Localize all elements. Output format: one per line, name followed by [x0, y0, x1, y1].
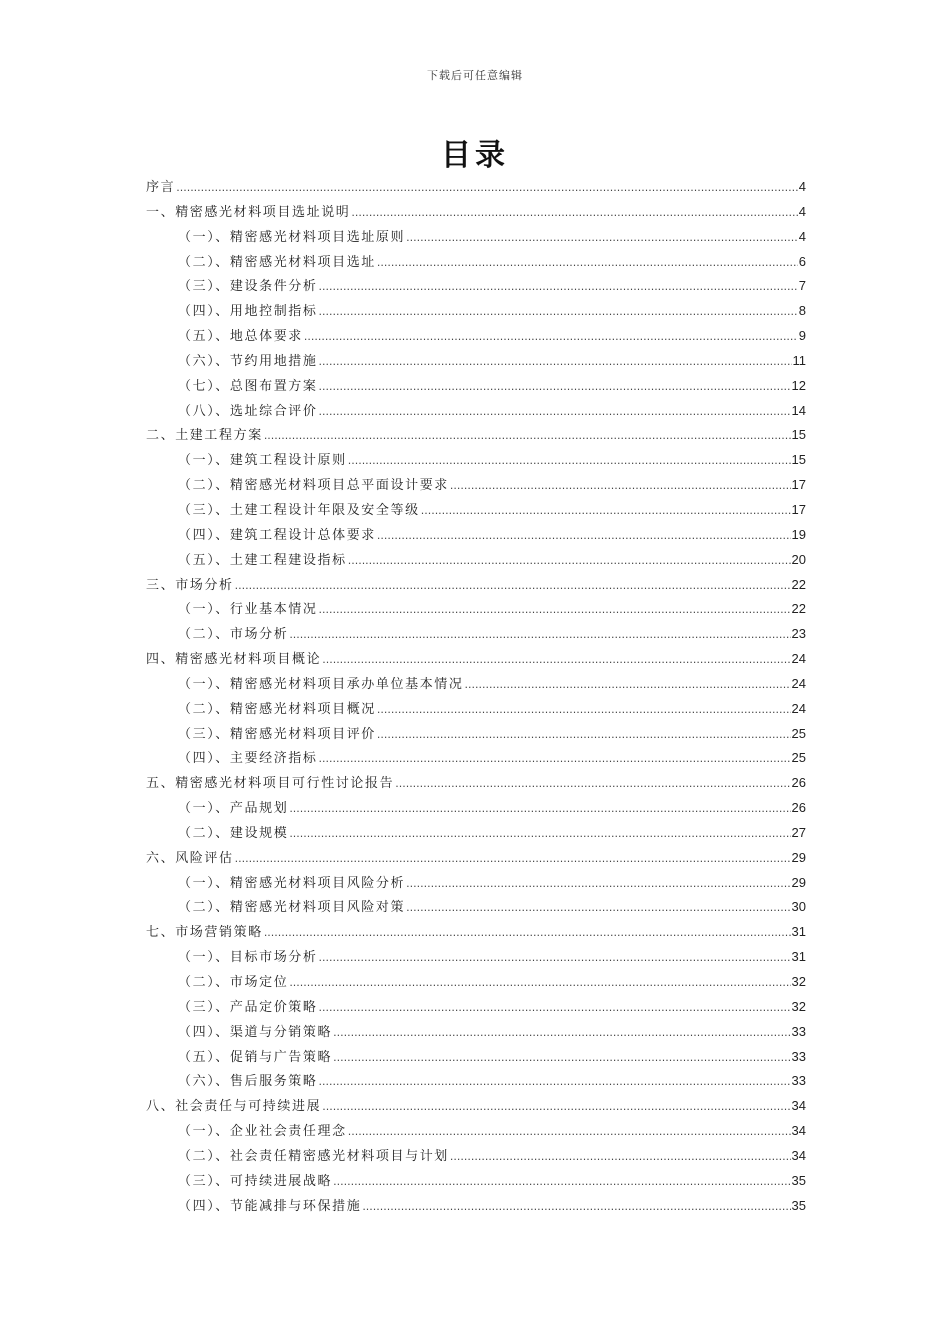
toc-entry-label: （五）、促销与广告策略	[178, 1049, 333, 1065]
toc-entry[interactable]	[146, 324, 806, 349]
toc-entry-page: 35	[791, 1172, 806, 1188]
toc-dot-leader	[322, 1095, 790, 1120]
toc-entry[interactable]	[146, 597, 806, 622]
toc-dot-leader	[406, 896, 790, 921]
toc-entry-page: 26	[791, 800, 806, 816]
toc-entry-label: （二）、社会责任精密感光材料项目与计划	[178, 1148, 449, 1164]
toc-entry-label: （六）、售后服务策略	[178, 1074, 318, 1090]
toc-dot-leader	[362, 1195, 790, 1220]
toc-entry-label: （一）、企业社会责任理念	[178, 1124, 347, 1140]
toc-dot-leader	[465, 673, 791, 698]
toc-entry-label: （二）、市场定位	[178, 975, 289, 990]
toc-entry[interactable]	[146, 796, 806, 821]
toc-dot-leader	[421, 499, 791, 524]
toc-entry-page: 22	[791, 576, 806, 592]
toc-dot-leader	[176, 176, 798, 201]
toc-entry-label: （四）、主要经济指标	[178, 751, 318, 767]
toc-entry-label: （四）、建筑工程设计总体要求	[178, 527, 376, 543]
toc-dot-leader	[395, 772, 790, 797]
toc-entry-page: 24	[791, 700, 806, 716]
toc-dot-leader	[319, 996, 791, 1021]
toc-entry-page: 15	[791, 452, 806, 468]
toc-entry[interactable]	[146, 374, 806, 399]
toc-entry[interactable]	[146, 573, 806, 598]
toc-entry-page: 27	[791, 824, 806, 840]
toc-entry-page: 22	[791, 601, 806, 617]
toc-entry-page: 30	[791, 899, 806, 915]
toc-dot-leader	[377, 698, 791, 723]
toc-title: 目录	[441, 138, 509, 173]
toc-dot-leader	[351, 201, 797, 226]
toc-entry[interactable]	[146, 622, 806, 647]
toc-entry[interactable]	[146, 200, 806, 225]
toc-entry-page: 25	[791, 725, 806, 741]
toc-entry[interactable]	[146, 771, 806, 796]
toc-dot-leader	[333, 1170, 790, 1195]
toc-entry-page: 4	[798, 203, 806, 219]
toc-entry[interactable]	[146, 697, 806, 722]
toc-entry-label: （三）、可持续进展战略	[178, 1173, 333, 1189]
toc-dot-leader	[348, 1120, 791, 1145]
toc-entry-page: 26	[791, 775, 806, 791]
toc-entry-label: 序言	[146, 180, 176, 195]
toc-entry-label: （三）、产品定价策略	[178, 999, 318, 1015]
toc-entry-label: 六、风险评估	[146, 850, 234, 866]
toc-entry-label: 二、土建工程方案	[146, 428, 263, 444]
toc-entry-page: 29	[791, 849, 806, 865]
toc-dot-leader	[319, 946, 791, 971]
toc-entry-page: 11	[792, 352, 806, 368]
toc-entry[interactable]	[146, 920, 806, 945]
toc-dot-leader	[264, 921, 791, 946]
toc-entry-page: 29	[791, 874, 806, 890]
toc-entry-label: （一）、精密感光材料项目风险分析	[178, 875, 406, 891]
toc-entry-page: 9	[798, 328, 806, 344]
toc-dot-leader	[319, 1070, 791, 1095]
toc-dot-leader	[289, 971, 790, 996]
toc-dot-leader	[406, 226, 798, 251]
toc-entry[interactable]	[146, 1144, 806, 1169]
toc-entry-page: 33	[791, 1023, 806, 1039]
toc-entry-label: 三、市场分析	[146, 577, 234, 593]
toc-entry-page: 6	[798, 253, 806, 269]
toc-entry-page: 17	[791, 477, 806, 493]
toc-entry-page: 19	[791, 526, 806, 542]
toc-entry-label: （一）、建筑工程设计原则	[178, 453, 347, 469]
toc-entry[interactable]	[146, 970, 806, 995]
toc-dot-leader	[450, 1145, 791, 1170]
table-of-contents	[146, 175, 806, 1218]
toc-entry-page: 25	[791, 750, 806, 766]
toc-entry[interactable]	[146, 498, 806, 523]
toc-entry-page: 32	[791, 974, 806, 989]
toc-entry-label: 四、精密感光材料项目概论	[146, 652, 322, 668]
toc-dot-leader	[348, 449, 791, 474]
toc-dot-leader	[333, 1021, 790, 1046]
toc-entry[interactable]	[146, 1045, 806, 1070]
toc-entry-page: 32	[791, 998, 806, 1014]
toc-entry[interactable]	[146, 1069, 806, 1094]
toc-entry[interactable]	[146, 349, 806, 374]
toc-entry[interactable]	[146, 995, 806, 1020]
toc-entry-page: 17	[791, 501, 806, 517]
toc-entry-label: （二）、市场分析	[178, 627, 289, 643]
toc-dot-leader	[235, 847, 791, 872]
toc-entry-label: （一）、行业基本情况	[178, 602, 318, 618]
toc-dot-leader	[319, 400, 791, 425]
toc-dot-leader	[377, 723, 791, 748]
toc-entry[interactable]	[146, 945, 806, 970]
toc-entry[interactable]	[146, 548, 806, 573]
toc-entry-label: （八）、选址综合评价	[178, 403, 318, 419]
toc-entry-label: （四）、用地控制指标	[178, 304, 318, 320]
toc-entry-page: 35	[791, 1197, 806, 1213]
toc-entry[interactable]	[146, 423, 806, 448]
toc-entry-label: （五）、土建工程建设指标	[178, 552, 347, 568]
toc-entry-label: （三）、土建工程设计年限及安全等级	[178, 502, 420, 518]
toc-dot-leader	[304, 325, 798, 350]
toc-entry-label: （二）、精密感光材料项目选址	[178, 254, 376, 270]
toc-entry-label: （一）、精密感光材料项目选址原则	[178, 229, 406, 245]
toc-dot-leader	[289, 822, 790, 847]
toc-entry[interactable]	[146, 722, 806, 747]
toc-entry-page: 7	[798, 278, 806, 294]
toc-entry[interactable]	[146, 1194, 806, 1219]
toc-dot-leader	[289, 623, 790, 648]
toc-entry[interactable]	[146, 1119, 806, 1144]
toc-entry-label: （七）、总图布置方案	[178, 378, 318, 394]
toc-entry-label: （四）、渠道与分销策略	[178, 1024, 333, 1040]
toc-dot-leader	[377, 524, 791, 549]
toc-entry-page: 24	[791, 675, 806, 691]
toc-entry[interactable]	[146, 523, 806, 548]
toc-entry[interactable]	[146, 448, 806, 473]
toc-entry-label: （三）、精密感光材料项目评价	[178, 726, 376, 742]
page-header-note: 下载后可任意编辑	[427, 69, 523, 82]
toc-dot-leader	[319, 375, 791, 400]
toc-entry-label: 八、社会责任与可持续进展	[146, 1099, 322, 1115]
toc-entry-page: 4	[798, 228, 806, 244]
toc-entry-page: 34	[791, 1123, 806, 1139]
toc-entry-page: 34	[791, 1098, 806, 1114]
toc-entry-label: （一）、精密感光材料项目承办单位基本情况	[178, 676, 464, 692]
toc-entry[interactable]	[146, 895, 806, 920]
toc-dot-leader	[322, 648, 790, 673]
toc-entry-label: （二）、精密感光材料项目风险对策	[178, 900, 406, 916]
toc-entry[interactable]	[146, 821, 806, 846]
toc-entry[interactable]	[146, 672, 806, 697]
toc-entry-page: 33	[791, 1073, 806, 1089]
toc-entry[interactable]	[146, 1020, 806, 1045]
toc-entry[interactable]	[146, 846, 806, 871]
toc-dot-leader	[319, 598, 791, 623]
toc-entry-page: 33	[791, 1048, 806, 1064]
toc-entry-page: 15	[791, 427, 806, 443]
toc-dot-leader	[348, 549, 791, 574]
toc-entry-page: 8	[798, 303, 806, 319]
toc-entry[interactable]	[146, 746, 806, 771]
toc-entry[interactable]	[146, 274, 806, 299]
toc-dot-leader	[319, 350, 792, 375]
toc-entry-page: 4	[798, 179, 806, 194]
toc-dot-leader	[319, 300, 798, 325]
toc-entry-label: 七、市场营销策略	[146, 925, 263, 941]
toc-entry[interactable]	[146, 250, 806, 275]
toc-entry-page: 31	[791, 924, 806, 940]
toc-entry-page: 31	[791, 949, 806, 965]
toc-entry-page: 14	[791, 402, 806, 418]
toc-entry[interactable]	[146, 473, 806, 498]
toc-entry-label: （六）、节约用地措施	[178, 353, 318, 369]
toc-dot-leader	[319, 275, 798, 300]
toc-entry-page: 23	[791, 626, 806, 642]
toc-entry-page: 24	[791, 651, 806, 667]
toc-entry-label: （二）、精密感光材料项目总平面设计要求	[178, 478, 449, 494]
toc-entry-label: 一、精密感光材料项目选址说明	[146, 204, 351, 220]
toc-entry[interactable]	[146, 175, 806, 200]
toc-dot-leader	[406, 872, 790, 897]
toc-entry[interactable]	[146, 871, 806, 896]
toc-entry-label: （三）、建设条件分析	[178, 279, 318, 295]
toc-entry-label: （二）、建设规模	[178, 825, 289, 841]
toc-dot-leader	[450, 474, 791, 499]
toc-dot-leader	[289, 797, 790, 822]
toc-entry-label: （二）、精密感光材料项目概况	[178, 701, 376, 717]
toc-dot-leader	[235, 574, 791, 599]
toc-dot-leader	[319, 747, 791, 772]
toc-entry-label: （一）、目标市场分析	[178, 950, 318, 966]
toc-entry-page: 34	[791, 1147, 806, 1163]
toc-entry[interactable]	[146, 1094, 806, 1119]
toc-entry-label: 五、精密感光材料项目可行性讨论报告	[146, 776, 395, 792]
toc-entry-label: （四）、节能减排与环保措施	[178, 1198, 362, 1214]
toc-entry[interactable]	[146, 1169, 806, 1194]
toc-entry-label: （一）、产品规划	[178, 801, 289, 817]
toc-entry[interactable]	[146, 399, 806, 424]
toc-entry[interactable]	[146, 299, 806, 324]
toc-entry[interactable]	[146, 225, 806, 250]
toc-dot-leader	[264, 424, 791, 449]
toc-entry-page: 12	[791, 377, 806, 393]
toc-dot-leader	[377, 251, 798, 276]
toc-dot-leader	[333, 1046, 790, 1071]
toc-entry-label: （五）、地总体要求	[178, 329, 303, 345]
toc-entry-page: 20	[791, 551, 806, 567]
toc-entry[interactable]	[146, 647, 806, 672]
